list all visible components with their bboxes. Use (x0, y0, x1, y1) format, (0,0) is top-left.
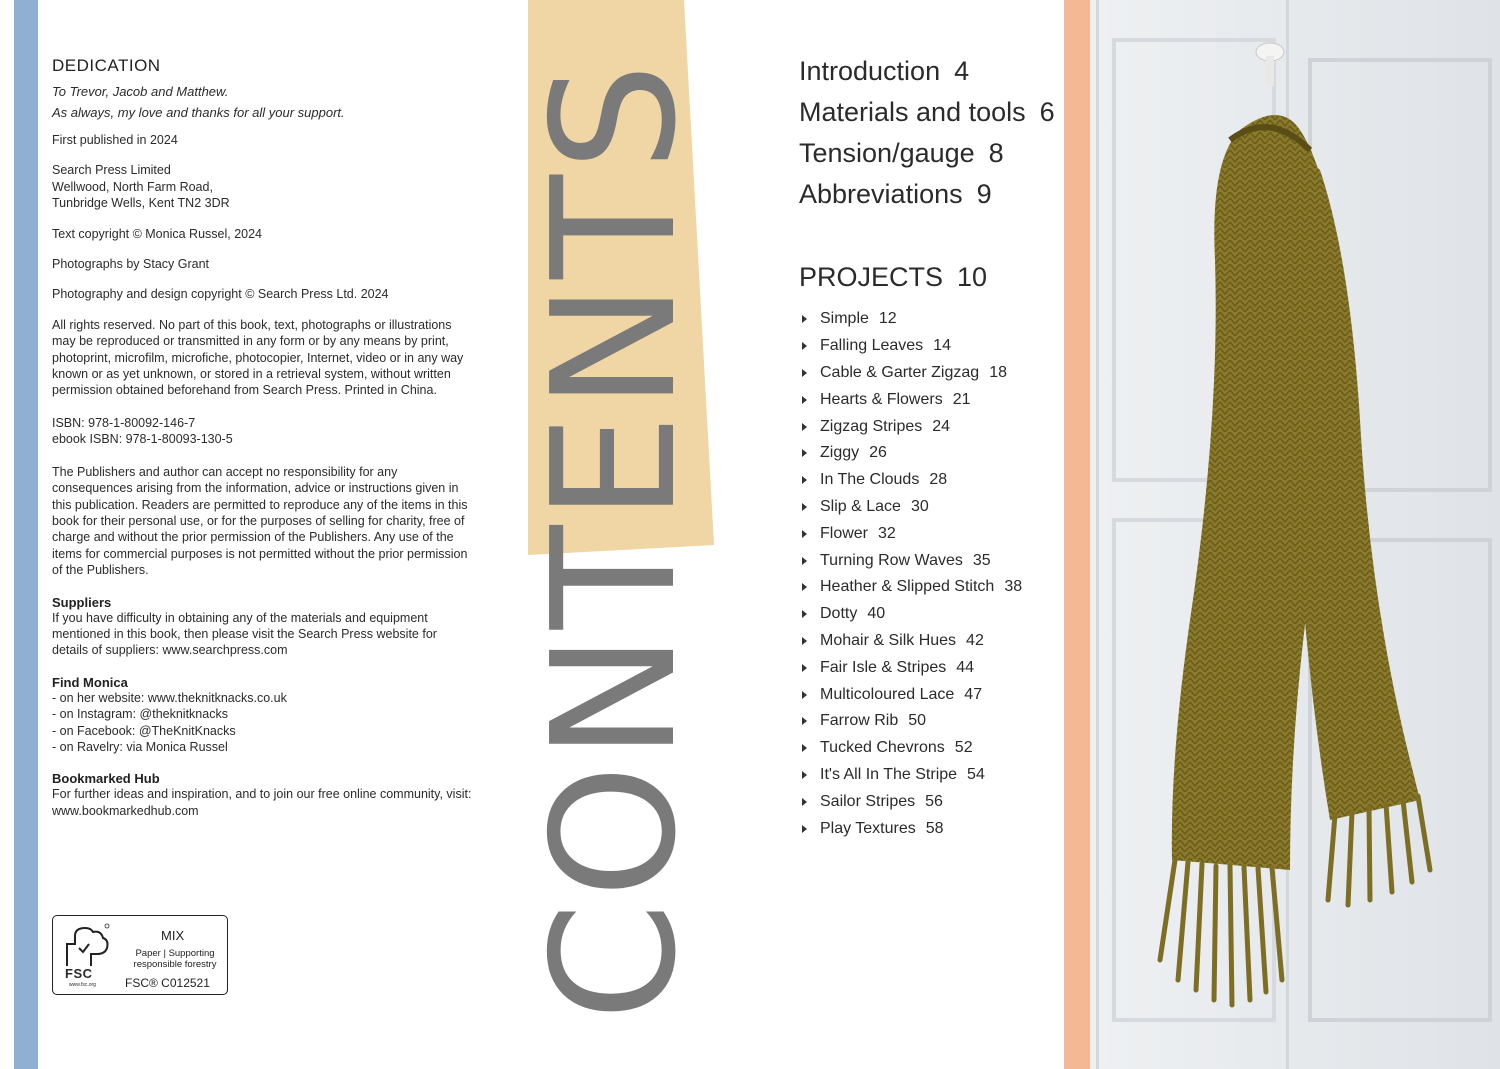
suppliers-text: If you have difficulty in obtaining any of the materials and equipment mentioned in this book, then please visit the Search Press website for details of suppliers: www.searchpress.com (52, 610, 437, 658)
toc-project-page: 14 (933, 337, 951, 355)
scarf-photo (1090, 0, 1500, 1069)
rights-notice: All rights reserved. No part of this book, text, photographs or illustrations may be reproduced or transmitted in any form or by any means by print, photoprint, microfilm, microfiche, photocopier, Internet, video or in any way known or as yet unknown, or stored in a retrieval system, without written permission obtained beforehand from Search Press. Printed in China. (52, 317, 464, 398)
toc-project-item[interactable] (802, 306, 1062, 333)
toc-main-sections (799, 56, 1079, 220)
toc-project-title: Farrow Rib (820, 712, 899, 730)
fsc-logo-word: FSC (65, 966, 93, 981)
toc-project-item[interactable] (802, 681, 1062, 708)
toc-project-title: Zigzag Stripes (820, 417, 923, 435)
toc-entry-page: 4 (954, 56, 970, 86)
bullet-triangle-icon (802, 369, 807, 377)
toc-project-page: 40 (867, 605, 886, 623)
disclaimer: The Publishers and author can accept no responsibility for any consequences arising from the information, advice or instructions given in this publication. Readers are permitted to reproduce any of the items in this book for their personal use, or for the purposes of selling for charity, free of charge and without the prior permission of the Publishers. Any use of the items for commercial purposes is not permitted without the prior permission of the Publishers. (52, 464, 468, 578)
bullet-triangle-icon (802, 423, 807, 431)
isbn: ISBN: 978-1-80092-146-7 (52, 415, 196, 430)
toc-project-title: It's All In The Stripe (820, 765, 958, 783)
toc-project-item[interactable] (802, 762, 1062, 789)
fsc-url: www.fsc.org (69, 982, 96, 988)
toc-project-item[interactable] (802, 708, 1062, 735)
toc-project-item[interactable] (802, 601, 1062, 628)
bullet-triangle-icon (802, 610, 807, 618)
fsc-mix: MIX (161, 928, 185, 943)
toc-project-page: 26 (869, 444, 887, 462)
toc-project-page: 52 (954, 739, 973, 757)
toc-project-item[interactable] (802, 815, 1062, 842)
bullet-triangle-icon (802, 396, 807, 404)
toc-projects-heading[interactable] (799, 262, 987, 293)
toc-entry[interactable] (799, 97, 1079, 138)
dedication-title: DEDICATION (52, 56, 161, 75)
toc-project-title: Slip & Lace (820, 497, 901, 515)
toc-project-item[interactable] (802, 467, 1062, 494)
toc-entry[interactable] (799, 56, 1079, 97)
bullet-triangle-icon (802, 476, 807, 484)
right-color-bar (1064, 0, 1090, 1069)
bullet-triangle-icon (802, 583, 807, 591)
bullet-triangle-icon (802, 449, 807, 457)
hub-text: For further ideas and inspiration, and to join our free online community, visit: www.bookmarkedhub.com (52, 787, 472, 818)
toc-project-title: Turning Row Waves (820, 551, 963, 569)
fsc-paper-line: Paper | Supporting (135, 948, 215, 959)
toc-project-title: Flower (820, 524, 869, 542)
toc-project-page: 21 (952, 390, 971, 408)
toc-project-title: Simple (820, 310, 869, 328)
toc-project-title: Falling Leaves (820, 337, 924, 355)
toc-project-page: 35 (972, 551, 991, 569)
find-line: - on Ravelry: via Monica Russel (52, 739, 228, 754)
find-line: - on Instagram: @theknitknacks (52, 707, 228, 722)
toc-project-title: In The Clouds (820, 471, 920, 489)
find-line: - on her website: www.theknitknacks.co.uk (52, 690, 287, 705)
toc-project-title: Multicoloured Lace (820, 685, 955, 703)
toc-project-page: 42 (966, 631, 984, 649)
toc-project-item[interactable] (802, 788, 1062, 815)
bullet-triangle-icon (802, 637, 807, 645)
bullet-triangle-icon (802, 315, 807, 323)
toc-project-list (802, 306, 1062, 842)
projects-title: PROJECTS (799, 262, 944, 292)
ebook-isbn: ebook ISBN: 978-1-80093-130-5 (52, 432, 233, 447)
toc-project-page: 58 (925, 819, 944, 837)
toc-project-page: 24 (932, 417, 951, 435)
toc-project-title: Sailor Stripes (820, 792, 916, 810)
toc-project-title: Mohair & Silk Hues (820, 631, 957, 649)
toc-entry-title: Introduction (799, 56, 941, 86)
bullet-triangle-icon (802, 717, 807, 725)
projects-page: 10 (957, 262, 988, 292)
fsc-paper-line: responsible forestry (133, 959, 217, 970)
toc-project-item[interactable] (802, 360, 1062, 387)
fsc-code: FSC® C012521 (125, 976, 210, 990)
suppliers-title: Suppliers (52, 594, 112, 610)
hub-title: Bookmarked Hub (52, 771, 160, 787)
toc-project-page: 56 (925, 792, 943, 810)
find-line: - on Facebook: @TheKnitKnacks (52, 723, 236, 738)
toc-project-item[interactable] (802, 333, 1062, 360)
toc-project-item[interactable] (802, 386, 1062, 413)
toc-project-page: 44 (956, 658, 975, 676)
toc-project-item[interactable] (802, 547, 1062, 574)
toc-project-item[interactable] (802, 413, 1062, 440)
address-line: Search Press Limited (52, 163, 171, 178)
toc-project-page: 12 (878, 310, 897, 328)
toc-project-title: Hearts & Flowers (820, 390, 943, 408)
toc-project-title: Heather & Slipped Stitch (820, 578, 995, 596)
find-title: Find Monica (52, 674, 128, 690)
toc-project-page: 18 (989, 363, 1007, 381)
toc-project-title: Tucked Chevrons (820, 739, 945, 757)
toc-project-item[interactable] (802, 654, 1062, 681)
bullet-triangle-icon (802, 557, 807, 565)
toc-project-page: 50 (908, 712, 927, 730)
address-line: Tunbridge Wells, Kent TN2 3DR (52, 196, 230, 211)
toc-project-title: Ziggy (820, 444, 860, 462)
toc-project-item[interactable] (802, 735, 1062, 762)
bullet-triangle-icon (802, 503, 807, 511)
toc-project-page: 30 (910, 497, 929, 515)
toc-project-item[interactable] (802, 520, 1062, 547)
toc-project-title: Dotty (820, 605, 858, 623)
photo-credit: Photographs by Stacy Grant (52, 257, 210, 272)
toc-entry[interactable] (799, 179, 1079, 220)
toc-project-title: Fair Isle & Stripes (820, 658, 947, 676)
toc-project-item[interactable] (802, 440, 1062, 467)
bullet-triangle-icon (802, 691, 807, 699)
toc-entry[interactable] (799, 138, 1079, 179)
toc-entry-title: Materials and tools (799, 97, 1026, 127)
contents-heading: CONTENTS (516, 59, 714, 1021)
toc-project-title: Play Textures (820, 819, 916, 837)
toc-entry-page: 6 (1039, 97, 1055, 127)
design-copyright: Photography and design copyright © Search Press Ltd. 2024 (52, 287, 389, 302)
dedication-line: To Trevor, Jacob and Matthew. (52, 84, 229, 99)
bullet-triangle-icon (802, 744, 807, 752)
toc-project-page: 28 (929, 471, 948, 489)
toc-project-page: 47 (964, 685, 983, 703)
toc-project-page: 32 (878, 524, 896, 542)
first-published: First published in 2024 (52, 133, 178, 147)
toc-entry-page: 9 (976, 179, 992, 209)
toc-entry-title: Tension/gauge (799, 138, 975, 168)
bullet-triangle-icon (802, 664, 807, 672)
text-copyright: Text copyright © Monica Russel, 2024 (52, 226, 263, 241)
toc-project-page: 54 (967, 765, 985, 783)
toc-project-item[interactable] (802, 494, 1062, 521)
toc-entry-title: Abbreviations (799, 179, 963, 209)
bullet-triangle-icon (802, 342, 807, 350)
bullet-triangle-icon (802, 798, 807, 806)
toc-project-page: 38 (1004, 578, 1023, 596)
toc-project-item[interactable] (802, 574, 1062, 601)
bullet-triangle-icon (802, 530, 807, 538)
bullet-triangle-icon (802, 825, 807, 833)
bullet-triangle-icon (802, 771, 807, 779)
toc-project-item[interactable] (802, 628, 1062, 655)
dedication-line: As always, my love and thanks for all your support. (52, 105, 345, 120)
toc-entry-page: 8 (988, 138, 1004, 168)
toc-project-title: Cable & Garter Zigzag (820, 363, 980, 381)
address-line: Wellwood, North Farm Road, (52, 179, 213, 194)
